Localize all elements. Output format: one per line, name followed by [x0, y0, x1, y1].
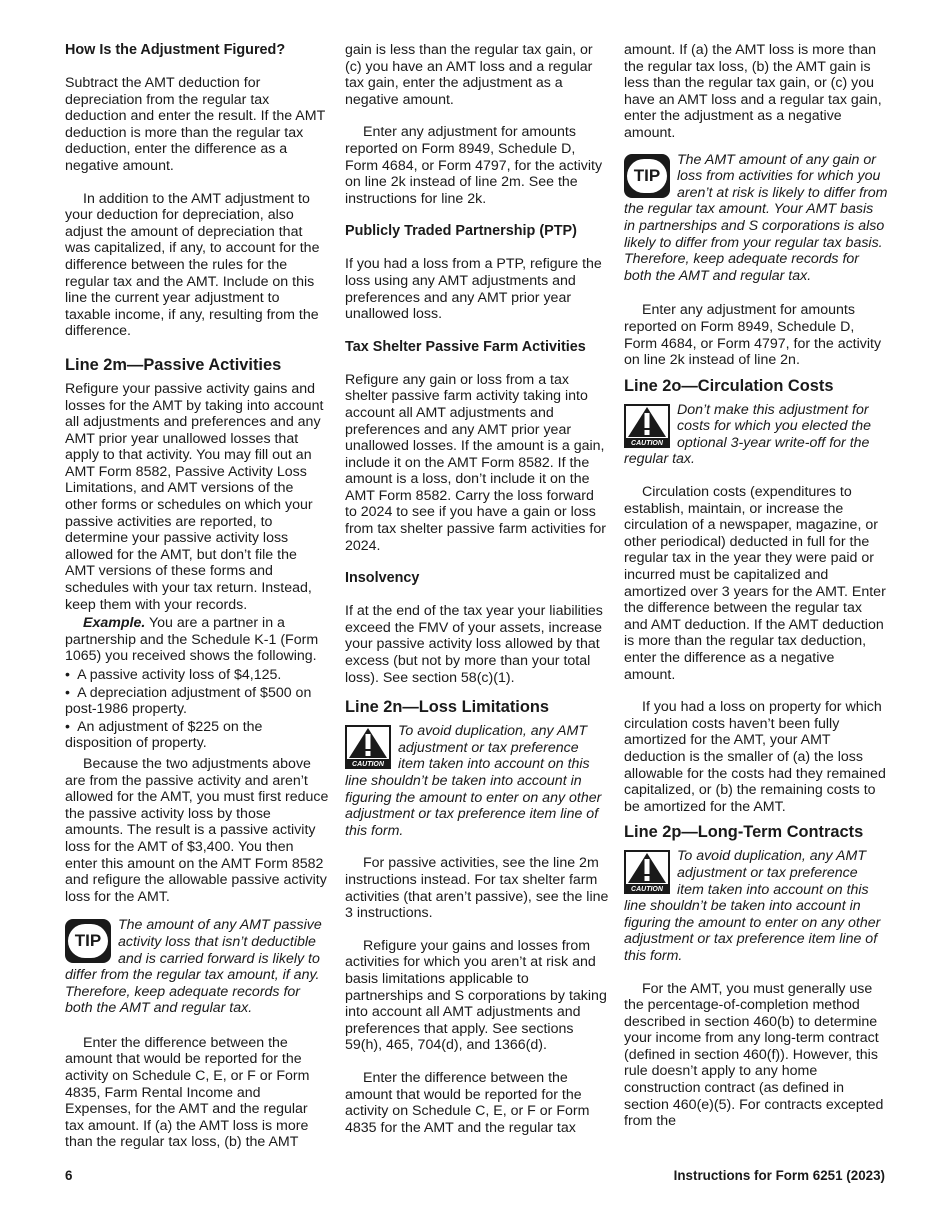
caution-icon: [624, 404, 672, 448]
heading-insolvency: Insolvency: [345, 570, 420, 587]
paragraph: Subtract the AMT deduction for depreciation from the regular tax deduction and enter the result. If the AMT deduction is more than the regular tax deduction, enter the difference as a negative amount.: [65, 75, 326, 174]
paragraph: In addition to the AMT adjustment to your deduction for depreciation, also adjust the amount of depreciation that was capitalized, if any, to account for the difference between the rules for the regular tax and the AMT. Include on this line the current year adjustment to taxable income, if any, resulting from the difference.: [65, 190, 320, 340]
caution-icon: [624, 850, 672, 894]
heading-tax-shelter: Tax Shelter Passive Farm Activities: [345, 338, 586, 355]
paragraph: Refigure any gain or loss from a tax shelter passive farm activity taking into account all AMT adjustments and preferences and any AMT prior year unallowed losses. If the amount is a gain, include it on the AMT Form 8582. If the amount is a loss, don’t include it on the AMT Form 8582. Carry the loss forward to 2024 to see if you have a gain or loss from tax shelter passive farm activities for 2024.: [345, 371, 606, 554]
paragraph: Enter any adjustment for amounts reported on Form 8949, Schedule D, Form 4684, or Form 4797, for the activity on line 2k instead of line 2m. See the instructions for line 2k.: [345, 124, 603, 207]
caution-text: To avoid duplication, any AMT adjustment or tax preference item taken into account on this line shouldn’t be taken into account in figuring the amount to enter on any other adjustment or tax preference item line of this form.: [345, 723, 602, 839]
page-number: 6: [65, 1168, 73, 1183]
example-paragraph: [65, 615, 329, 665]
paragraph: Enter any adjustment for amounts reported on Form 8949, Schedule D, Form 4684, or Form 4797, for the activity on line 2k instead of line 2n.: [624, 302, 882, 369]
paragraph: Because the two adjustments above are from the passive activity and aren’t allowed for the AMT, you must first reduce the passive activity loss by those amounts. The result is a passive activity loss for the AMT of $3,400. You then enter this amount on the AMT Form 8582 and refigure the allowable passive activity loss for the AMT.: [65, 755, 329, 905]
list-item: • A passive activity loss of $4,125.: [65, 667, 282, 683]
paragraph: Enter the difference between the amount that would be reported for the activity on Schedule C, E, or F or Form 4835, Farm Rental Income and Expenses, for the AMT and the regular tax amount. If (a) the AMT loss is more than the regular tax loss, (b) the AMT: [65, 1034, 310, 1151]
svg-text:CAUTION: CAUTION: [631, 886, 663, 894]
tip-icon: TIP: [65, 919, 113, 963]
paragraph: For passive activities, see the line 2m instructions instead. For tax shelter farm activities (that aren’t passive), see the line 3 instructions.: [345, 855, 609, 922]
form-title: Instructions for Form 6251 (2023): [673, 1168, 885, 1183]
list-item: • A depreciation adjustment of $500 on post-1986 property.: [65, 684, 312, 718]
tip-note: [65, 917, 329, 1017]
heading-line-2p: Line 2p—Long-Term Contracts: [624, 823, 864, 842]
column-2: [345, 42, 609, 1152]
column-1: [65, 42, 329, 1167]
paragraph: For the AMT, you must generally use the percentage-of-completion method described in section 460(b) to determine your income from any long-term contract (defined in section 460(f)). However, this rule doesn’t apply to any home construction contract (as defined in section 460(e)(5). For contracts excepted from the: [624, 980, 884, 1130]
heading-line-2o: Line 2o—Circulation Costs: [624, 376, 834, 395]
tip-icon: TIP: [624, 154, 672, 198]
paragraph: If at the end of the tax year your liabilities exceed the FMV of your assets, increase your passive activity loss allowed by that excess (but not by more than your total loss). See section 58(c)(1).: [345, 603, 603, 686]
caution-note: [345, 723, 609, 839]
paragraph: gain is less than the regular tax gain, or (c) you have an AMT loss and a regular tax gain, enter the adjustment as a negative amount.: [345, 42, 593, 108]
heading-ptp: Publicly Traded Partnership (PTP): [345, 223, 577, 240]
tip-text: The amount of any AMT passive activity loss that isn’t deductible and is carried forward is likely to differ from the regular tax amount, if any. Therefore, keep adequate records for both the AMT and regular tax.: [65, 917, 322, 1017]
caution-note: [624, 402, 888, 468]
paragraph: Circulation costs (expenditures to establish, maintain, or increase the circulation of a newspaper, magazine, or other periodical) deducted in full for the regular tax in the year they were paid or incurred must be capitalized and amortized over 3 years for the AMT. Enter the difference between the regular tax and AMT deduction. If the AMT deduction is more than the regular tax deduction, enter the difference as a negative amount.: [624, 484, 886, 683]
caution-icon: [345, 725, 393, 769]
caution-text: To avoid duplication, any AMT adjustment or tax preference item taken into account on this line shouldn’t be taken into account in figuring the amount to enter on any other adjustment or tax preference item line of this form.: [624, 848, 881, 964]
paragraph: If you had a loss on property for which circulation costs haven’t been fully amortized for the AMT, your AMT deduction is the smaller of (a) the loss allowable for the costs had they remained capitalized, or (b) the remaining costs to be amortized for the AMT.: [624, 699, 886, 815]
column-3: [624, 42, 888, 1146]
paragraph: amount. If (a) the AMT loss is more than the regular tax loss, (b) the AMT gain is less than the regular tax gain, or (c) you have an AMT loss and a regular tax gain, enter the adjustment as a negative amount.: [624, 42, 882, 141]
heading-how-adjustment-figured: How Is the Adjustment Figured?: [65, 42, 286, 58]
paragraph: Refigure your gains and losses from activities for which you aren’t at risk and basis limitations applicable to partnerships and S corporations by taking into account all AMT adjustments and preferences that apply. See sections 59(h), 465, 704(d), and 1366(d).: [345, 937, 607, 1054]
paragraph: Refigure your passive activity gains and losses for the AMT by taking into account all adjustments and preferences and any AMT prior year unallowed losses that apply to that activity. You may fill out an AMT Form 8582, Passive Activity Loss Limitations, and AMT versions of the other forms or schedules on which your passive activities are reported, to determine your passive activity loss allowed for the AMT, but don’t file the AMT versions of these forms and schedules with your tax return. Instead, keep them with your records.: [65, 380, 324, 613]
svg-text:CAUTION: CAUTION: [631, 439, 663, 447]
list-item: • An adjustment of $225 on the disposition of property.: [65, 718, 263, 752]
tip-text: The AMT amount of any gain or loss from activities for which you aren’t at risk is likely to differ from the regular tax amount. Your AMT basis in partnerships and S corporations is also likely to differ from your regular tax basis. Therefore, keep adequate records for both the AMT and regular tax.: [624, 151, 888, 284]
caution-text: Don’t make this adjustment for costs for which you elected the optional 3-year write-off for the regular tax.: [624, 401, 871, 468]
paragraph: Enter the difference between the amount that would be reported for the activity on Schedule C, E, or F or Form 4835 for the AMT and the regular tax: [345, 1069, 590, 1136]
svg-text:CAUTION: CAUTION: [352, 761, 384, 769]
heading-line-2n: Line 2n—Loss Limitations: [345, 698, 549, 717]
tip-note: [624, 152, 888, 285]
caution-note: [624, 848, 888, 964]
paragraph: If you had a loss from a PTP, refigure the loss using any AMT adjustments and preferences and any AMT prior year unallowed loss.: [345, 256, 602, 323]
heading-line-2m: Line 2m—Passive Activities: [65, 355, 282, 374]
example-text: You are a partner in a partnership and the Schedule K-1 (Form 1065) you received shows the following.: [65, 615, 319, 665]
example-label: Example.: [83, 615, 146, 632]
